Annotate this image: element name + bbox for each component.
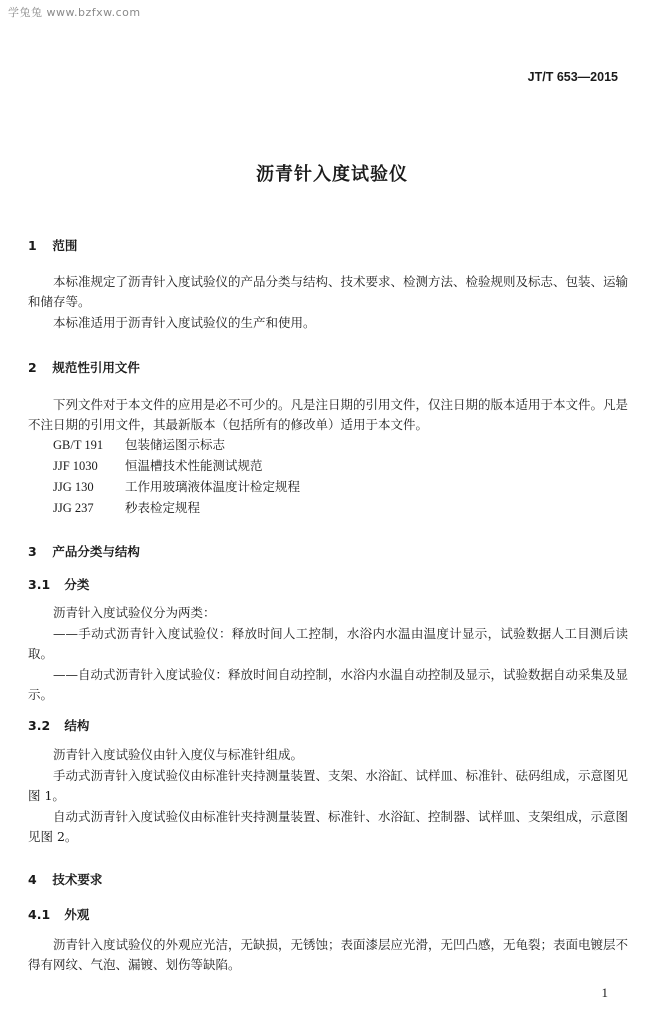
reference-title: 恒温槽技术性能测试规范: [125, 458, 263, 473]
reference-item: [53, 435, 225, 455]
reference-title: 包装储运图示标志: [125, 437, 226, 452]
document-title: 沥青针入度试验仪: [256, 164, 408, 185]
reference-code: GB/T 191: [53, 438, 104, 452]
section-2-paragraph-1: 下列文件对于本文件的应用是必不可少的。凡是注日期的引用文件，仅注日期的版本适用于本文件。凡是不注日期的引用文件，其最新版本（包括所有的修改单）适用于本文件。: [28, 397, 629, 432]
structure-paragraph-3: 自动式沥青针入度试验仪由标准针夹持测量装置、标准针、水浴缸、控制器、试样皿、支架组成，示意图见图 2。: [28, 809, 629, 844]
subsection-3-1-heading: [28, 575, 89, 593]
reference-code: JJG 237: [53, 501, 94, 515]
reference-title: 工作用玻璃液体温度计检定规程: [125, 479, 301, 494]
section-4-heading: [28, 870, 102, 888]
page-number: 1: [601, 985, 608, 1000]
watermark: 学兔兔 www.bzfxw.com: [8, 6, 141, 19]
section-1-paragraph-1: 本标准规定了沥青针入度试验仪的产品分类与结构、技术要求、检测方法、检验规则及标志、包装、运输和储存等。: [28, 274, 629, 309]
subsection-3-2-heading: [28, 716, 89, 734]
standard-code: JT/T 653—2015: [527, 70, 618, 84]
section-number: 2: [28, 360, 37, 375]
subsection-4-1-heading: [28, 905, 89, 923]
structure-paragraph-2: 手动式沥青针入度试验仪由标准针夹持测量装置、支架、水浴缸、试样皿、标准针、砝码组成，示意图见图 1。: [28, 768, 629, 803]
section-title: 规范性引用文件: [52, 360, 140, 375]
section-title: 范围: [52, 238, 78, 253]
reference-item: [53, 456, 263, 476]
section-1-paragraph-2: 本标准适用于沥青针入度试验仪的生产和使用。: [53, 315, 316, 330]
section-2-heading: [28, 358, 140, 376]
reference-title: 秒表检定规程: [125, 500, 201, 515]
section-title: 产品分类与结构: [52, 544, 140, 559]
reference-code: JJF 1030: [53, 459, 98, 473]
reference-item: [53, 498, 200, 518]
subsection-title: 结构: [64, 718, 90, 733]
section-number: 1: [28, 238, 37, 253]
subsection-number: 3.2: [28, 718, 51, 733]
classification-intro: 沥青针入度试验仪分为两类：: [53, 605, 216, 620]
structure-paragraph-1: 沥青针入度试验仪由针入度仪与标准针组成。: [53, 747, 304, 762]
section-3-heading: [28, 542, 140, 560]
reference-code: JJG 130: [53, 480, 94, 494]
section-number: 4: [28, 872, 37, 887]
section-number: 3: [28, 544, 37, 559]
subsection-number: 4.1: [28, 907, 51, 922]
classification-item-manual: ——手动式沥青针入度试验仪：释放时间人工控制，水浴内水温由温度计显示，试验数据人工目测后读取。: [28, 626, 628, 661]
subsection-title: 外观: [64, 907, 90, 922]
appearance-paragraph: 沥青针入度试验仪的外观应光洁，无缺损，无锈蚀；表面漆层应光滑，无凹凸感，无龟裂；表面电镀层不得有网纹、气泡、漏镀、划伤等缺陷。: [28, 937, 629, 972]
reference-item: [53, 477, 300, 497]
section-title: 技术要求: [52, 872, 103, 887]
subsection-number: 3.1: [28, 577, 51, 592]
section-1-heading: [28, 236, 77, 254]
classification-item-automatic: ——自动式沥青针入度试验仪：释放时间自动控制，水浴内水温自动控制及显示，试验数据自动采集及显示。: [28, 667, 629, 702]
subsection-title: 分类: [64, 577, 90, 592]
